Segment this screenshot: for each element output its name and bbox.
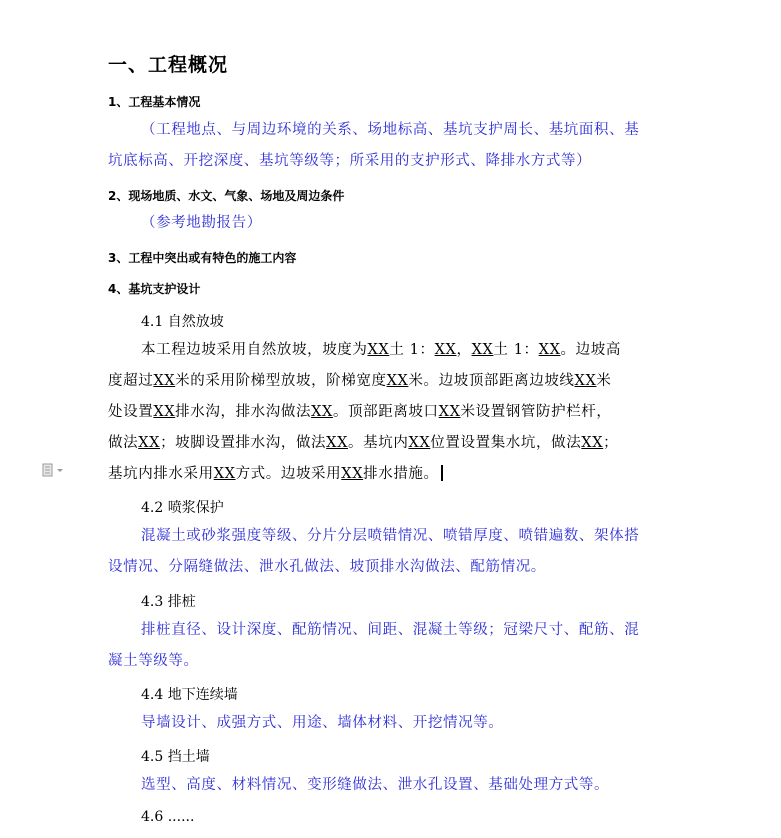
document-layout-icon[interactable] [41,462,69,478]
note-line: 导墙设计、成强方式、用途、墙体材料、开挖情况等。 [141,715,504,731]
item-4-4-note [108,708,664,739]
body-line: 处设置XX排水沟，排水沟做法XX。顶部距离坡口XX米设置钢管防护栏杆， [108,404,612,420]
note-line: 凝土等级等。 [108,653,199,669]
text-cursor [441,465,443,481]
note-line: （参考地勘报告） [141,215,262,231]
item-4-2-note [108,521,664,583]
note-line: （工程地点、与周边环境的关系、场地标高、基坑支护周长、基坑面积、基 [141,122,640,138]
item-4-6-title: 4.6 ...... [141,809,195,825]
body-line: 度超过XX米的采用阶梯型放坡，阶梯宽度XX米。边坡顶部距离边坡线XX米 [108,373,612,389]
item-4-3-title: 4.3 排桩 [141,594,196,610]
subsection-1-title: 1、工程基本情况 [108,95,201,109]
item-4-5-note [108,770,664,801]
subsection-2-title: 2、现场地质、水文、气象、场地及周边条件 [108,189,345,203]
note-line: 设情况、分隔缝做法、泄水孔做法、坡顶排水沟做法、配筋情况。 [108,559,546,575]
item-4-3-note [108,615,664,677]
note-line: 选型、高度、材料情况、变形缝做法、泄水孔设置、基础处理方式等。 [141,777,610,793]
item-4-2-title: 4.2 喷浆保护 [141,500,224,516]
item-4-1-body[interactable] [108,335,664,490]
body-line: 基坑内排水采用XX方式。边坡采用XX排水措施。 [108,459,664,490]
note-line: 排桩直径、设计深度、配筋情况、间距、混凝土等级；冠梁尺寸、配筋、混 [141,622,640,638]
body-line: 本工程边坡采用自然放坡，坡度为XX土 1：XX，XX土 1：XX。边坡高 [141,342,621,358]
item-4-4-title: 4.4 地下连续墙 [141,687,238,703]
subsection-2-note [108,208,664,239]
note-line: 坑底标高、开挖深度、基坑等级等；所采用的支护形式、降排水方式等） [108,153,592,169]
note-line: 混凝土或砂浆强度等级、分片分层喷错情况、喷错厚度、喷错遍数、架体搭 [141,528,640,544]
item-4-1-title: 4.1 自然放坡 [141,314,224,330]
subsection-4-title: 4、基坑支护设计 [108,282,201,296]
section-heading: 一、工程概况 [108,54,229,76]
subsection-3-title: 3、工程中突出或有特色的施工内容 [108,251,297,265]
body-line: 做法XX；坡脚设置排水沟，做法XX。基坑内XX位置设置集水坑，做法XX； [108,435,619,451]
item-4-5-title: 4.5 挡土墙 [141,749,210,765]
subsection-1-note [108,115,664,177]
